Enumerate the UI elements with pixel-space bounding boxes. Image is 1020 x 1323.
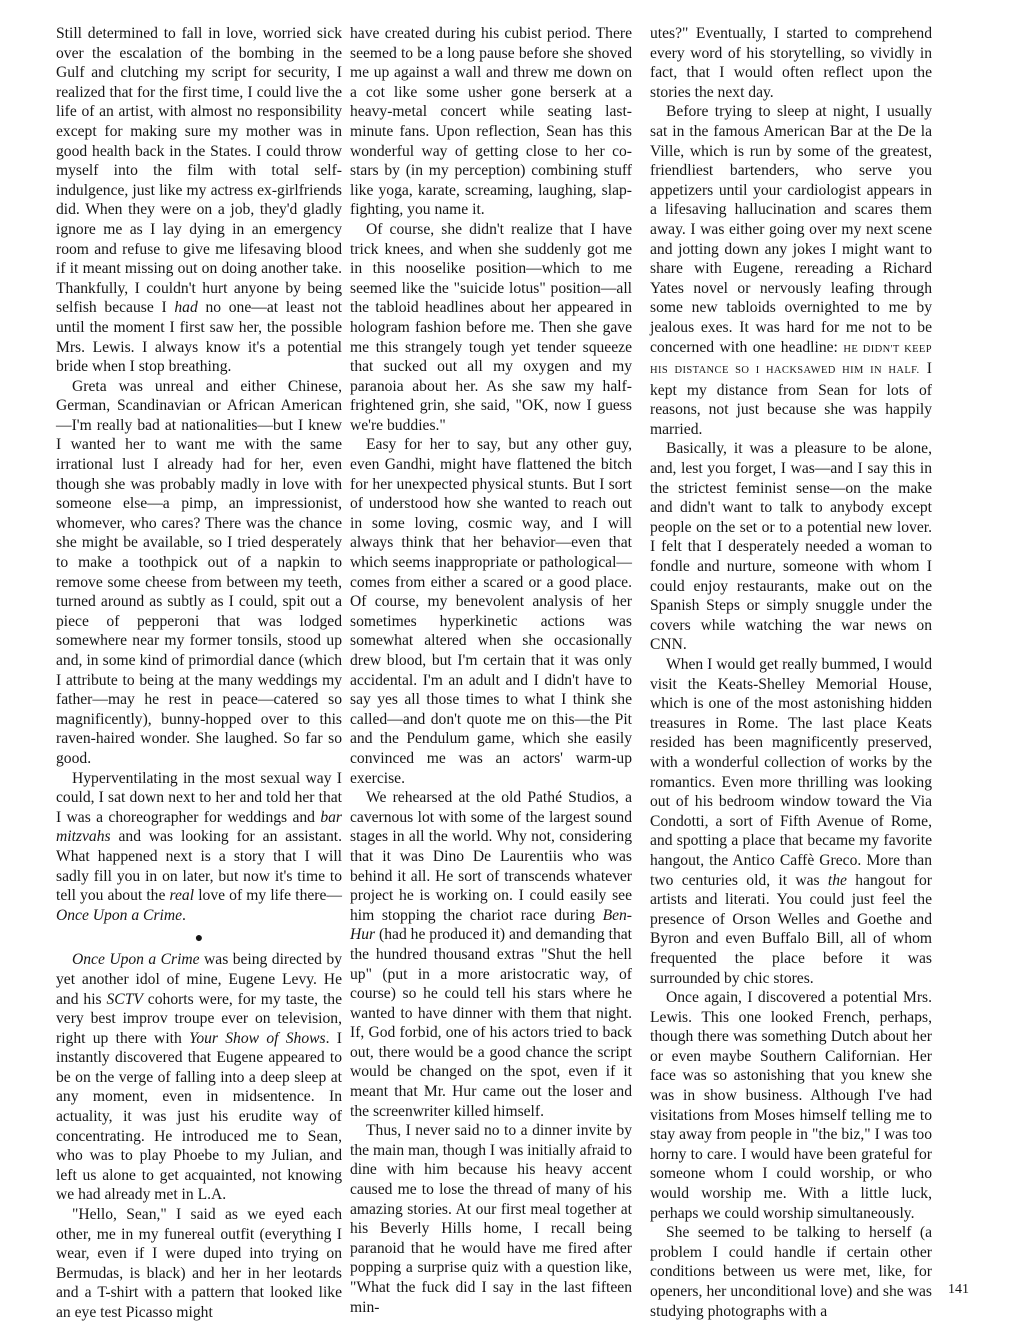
emphasis: bar mitzvahs bbox=[56, 808, 342, 846]
paragraph: Basically, it was a pleasure to be alone, and, lest you forget, I was—and I say this in the strictest feminist sense—on the make and didn't want to talk to anybody except people on the set or to a potential new lover. I felt that I desperately needed a woman to fondle and nurture, someone with whom I could enjoy restaurants, make out on the Spanish Steps or simply snuggle under the covers while watching the war news on CNN. bbox=[650, 440, 932, 654]
text-column-3 bbox=[650, 24, 933, 1320]
paragraph: utes?" Eventually, I started to comprehend every word of his storytelling, so vividly in fact, that I would often reflect upon the stories the next day. bbox=[650, 25, 932, 101]
paragraph: She seemed to be talking to herself (a problem I could handle if certain other conditions between us were met, like, for openers, her unconditional love) and she was studying photographs with a bbox=[650, 1224, 932, 1320]
paragraph: When I would get really bummed, I would visit the Keats-Shelley Memorial House, which is one of the most astonishing hidden treasures in Rome. The last place Keats resided has been magnificently preserved, with a wonderful collection of works by the romantics. Even more thrilling was looking out of his bedroom window toward the Via Condotti, a sort of Fifth Avenue of Rome, and spotting a place that became my favorite hangout, the Antico Caffè Greco. More than two centuries old, it was the hangout for artists and literati. You could just feel the presence of Orson Welles and Goethe and Byron and even Buffalo Bill, all of whom frequented the place before it was surrounded by chic stores. bbox=[650, 656, 932, 987]
paragraph: "Hello, Sean," I said as we eyed each other, me in my funereal outfit (everything I wear, even if I were duped into trying on Bermudas, is black) and her in her leotards and a T-shirt with a pattern that looked like an eye test Picasso might bbox=[56, 1206, 342, 1321]
paragraph: have created during his cubist period. There seemed to be a long pause before she shoved me up against a wall and threw me down on a cot like some usher gone berserk at a heavy-metal concert while seating last-minute fans. Upon reflection, Sean has this wonderful way of getting close to her co-stars by (in my perception) combining stuff like yoga, karate, screaming, laughing, slap-fighting, you name it. bbox=[350, 25, 632, 219]
film-title: Once Upon a Crime bbox=[72, 951, 200, 969]
book-title: Once Upon a Crime bbox=[56, 906, 183, 924]
emphasis: real bbox=[169, 887, 195, 905]
film-title: Ben-Hur bbox=[350, 906, 632, 944]
paragraph: Hyperventilating in the most sexual way I could, I sat down next to her and told her that I was a choreographer for weddings and bar mitzvahs and was looking for an assistant. What happened next is a story that I will sadly fill you in on later, but now it's time to tell you about the real love of my life there—Once Upon a Crime. bbox=[56, 769, 342, 924]
emphasis: SCTV bbox=[106, 990, 143, 1008]
paragraph: Once Upon a Crime was being directed by yet another idol of mine, Eugene Levy. He and his SCTV cohorts were, for my taste, the very best improv troupe ever on television, right up there with Your Show of Shows. I instantly discovered that Eugene appeared to be on the verge of falling into a deep sleep at any moment, even in midsentence. In actuality, it was just his erudite way of concentrating. He introduced me to Sean, who was to play Phoebe to my Julian, and left us alone to get acquainted, not knowing we had already met in L.A. bbox=[56, 951, 342, 1204]
paragraph: We rehearsed at the old Pathé Studios, a cavernous lot with some of the largest sound stages in all the world. Why not, considering that it was Dino De Laurentiis who was behind it all. He sort of transcends whatever project he is working on. I could easily see him stopping the chariot race during Ben-Hur (had he produced it) and demanding that the hundred thousand extras "Shut the hell up" (put in a more aristocratic way, of course) so he could tell his stars where he wanted to have dinner with them that night. If, God forbid, one of his actors tried to back out, there would be a good chance the script would be changed on the spot, even if it meant that Mr. Hur came out the loser and the screenwriter killed himself. bbox=[350, 789, 632, 1120]
paragraph: Greta was unreal and either Chinese, German, Scandinavian or African American—I'm really bad at nationalities—but I knew I wanted her to want me with the same irrational lust I already had for her, even though she was probably madly in love with someone else—a pimp, an impressionist, whomever, who cares? There was the chance she might be available, so I tried desperately to make a toothpick out of a napkin to remove some cheese from between my teeth, turned around as subtly as I could, spit out a piece of pepperoni that was lodged somewhere near my former tonsils, stood up and, in some kind of primordial dance (which I attribute to being at the many weddings my father—may he rest in peace—catered so magnificently), bunny-hopped over to this raven-haired wonder. She laughed. So far so good. bbox=[56, 377, 342, 767]
paragraph: Thus, I never said no to a dinner invite by the main man, though I was initially afraid to dine with him because his heavy accent caused me to lose the thread of many of his amazing stories. At our first meal together at his Beverly Hills home, I recall being paranoid that he would have me fired after popping a surprise quiz with a question like, "What the fuck did I say in the last fifteen min- bbox=[350, 1122, 632, 1316]
text-column-2 bbox=[350, 24, 632, 1316]
paragraph: Of course, she didn't realize that I have trick knees, and when she suddenly got me in this nooselike position—which to me seemed like the "suicide lotus" position—all the tabloid headlines about her appeared in hologram fashion before me. Then she gave me this strangely tough yet tender squeeze that sucked out all my oxygen and my paranoia about her. As she saw my half-frightened grin, she said, "OK, now I guess we're buddies." bbox=[350, 220, 632, 434]
paragraph: Once again, I discovered a potential Mrs. Lewis. This one looked French, perhaps, though there was something Dutch about her or even maybe Southern Californian. Her face was so astonishing that you knew she was in show business. Although I've had visitations from Moses himself telling me to stay away from people in "the biz," I was too horny to care. I would have been grateful for someone whom I could worship, or who would worship me. With a little luck, perhaps we could worship simultaneously. bbox=[650, 989, 932, 1222]
section-divider-bullet: ● bbox=[194, 931, 204, 947]
paragraph: Before trying to sleep at night, I usually sat in the famous American Bar at the De la Ville, which is run by some of the greatest, friendliest bartenders, who serve you appetizers until your cardiologist appears in a lifesaving hallucination and scares them away. I was either going over my next scene and jotting down any jokes I might want to share with Eugene, rereading a Richard Yates novel or nervously leafing through some new tabloids overnighted to me by jealous exes. It was hard for me not to be concerned with one headline: HE DIDN'T KEEP HIS DISTANCE SO I HACKSAWED HIM IN HALF. I kept my distance from Sean for lots of reasons, not just because she was happily married. bbox=[650, 103, 933, 438]
emphasis: the bbox=[827, 871, 847, 889]
paragraph: Easy for her to say, but any other guy, even Gandhi, might have flattened the bitch for her unexpected physical stunts. But I sort of understood how she wanted to reach out in some loving, cosmic way, and I will always think that her behavior—even that which seems inappropriate or pathological—comes from either a scared or a good place. Of course, my benevolent analysis of her sometimes hyperkinetic actions was somewhat altered when she occasionally drew blood, but I'm certain that it was only accidental. I'm an adult and I didn't have to say yes all those times to what I think she called—and don't quote me on this—the Pit and the Pendulum game, which she easily convinced me was an actors' warm-up exercise. bbox=[350, 436, 632, 787]
page-number: 141 bbox=[948, 1282, 969, 1297]
emphasis: Your Show of Shows bbox=[189, 1029, 326, 1047]
text-column-1 bbox=[56, 24, 342, 1321]
headline-small-caps: HE DIDN'T KEEP HIS DISTANCE SO I HACKSAWED HIM IN HALF. bbox=[650, 343, 932, 377]
emphasis: had bbox=[174, 299, 198, 317]
paragraph: Still determined to fall in love, worried sick over the escalation of the bombing in the Gulf and clutching my script for security, I realized that for the first time, I could live the life of an artist, with almost no responsibility except for making sure my mother was in good health back in the States. I could throw myself into the film with total self-indulgence, just like my actress ex-girlfriends did. When they were on a job, they'd gladly ignore me as I lay dying in an emergency room and refuse to give me lifesaving blood if it meant missing out on doing another take. Thankfully, I couldn't hurt anyone by being selfish because I had no one—at least not until the moment I first saw her, the possible Mrs. Lewis. I always know it's a potential bride when I stop breathing. bbox=[56, 25, 342, 376]
